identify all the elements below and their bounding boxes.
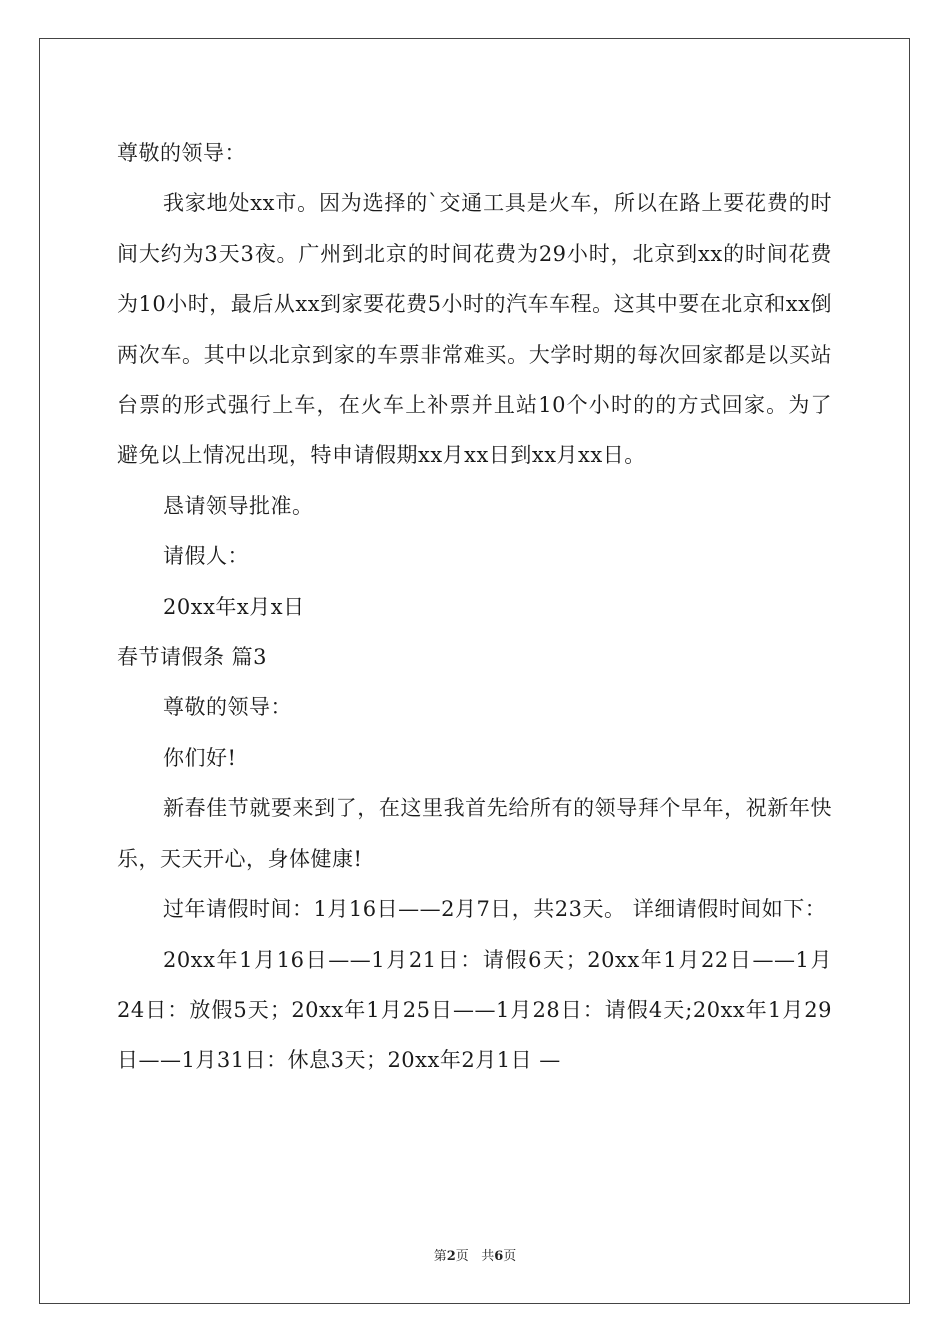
footer-page-suffix: 页 xyxy=(455,1249,469,1264)
footer-total-prefix: 共 xyxy=(481,1249,495,1264)
paragraph-greeting: 你们好! xyxy=(163,745,237,770)
paragraph-wishes: 新春佳节就要来到了，在这里我首先给所有的领导拜个早年，祝新年快乐，天天开心，身体健康! xyxy=(117,796,832,871)
paragraph-salutation: 尊敬的领导： xyxy=(117,141,246,165)
footer-total-suffix: 页 xyxy=(503,1249,517,1264)
footer-page-prefix: 第 xyxy=(433,1249,447,1264)
paragraph-applicant: 请假人： xyxy=(163,544,249,569)
footer-page-number: 2 xyxy=(446,1249,456,1264)
document-body xyxy=(117,128,832,1086)
paragraph-request: 恳请领导批准。 xyxy=(163,493,314,518)
paragraph-salutation-2: 尊敬的领导： xyxy=(163,695,292,720)
paragraph-leave-period: 过年请假时间：1月16日——2月7日，共23天。 详细请假时间如下： xyxy=(163,897,827,922)
paragraph-leave-details: 20xx年1月16日——1月21日：请假6天；20xx年1月22日——1月24日：放假5天；20xx年1月25日——1月28日：请假4天;20xx年1月29日——1月31日：休息3天；20xx年2月1日 — xyxy=(117,947,832,1073)
paragraph-date: 20xx年x月x日 xyxy=(163,594,305,619)
paragraph-reason: 我家地处xx市。因为选择的`交通工具是火车，所以在路上要花费的时间大约为3天3夜。广州到北京的时间花费为29小时，北京到xx的时间花费为10小时，最后从xx到家要花费5小时的汽车车程。这其中要在北京和xx倒两次车。其中以北京到家的车票非常难买。大学时期的每次回家都是以买站台票的形式强行上车，在火车上补票并且站10个小时的的方式回家。为了避免以上情况出现，特申请假期xx月xx日到xx月xx日。 xyxy=(117,191,832,468)
footer-total-pages: 6 xyxy=(494,1249,504,1264)
page-footer xyxy=(0,1248,950,1266)
section-heading: 春节请假条 篇3 xyxy=(117,645,268,670)
